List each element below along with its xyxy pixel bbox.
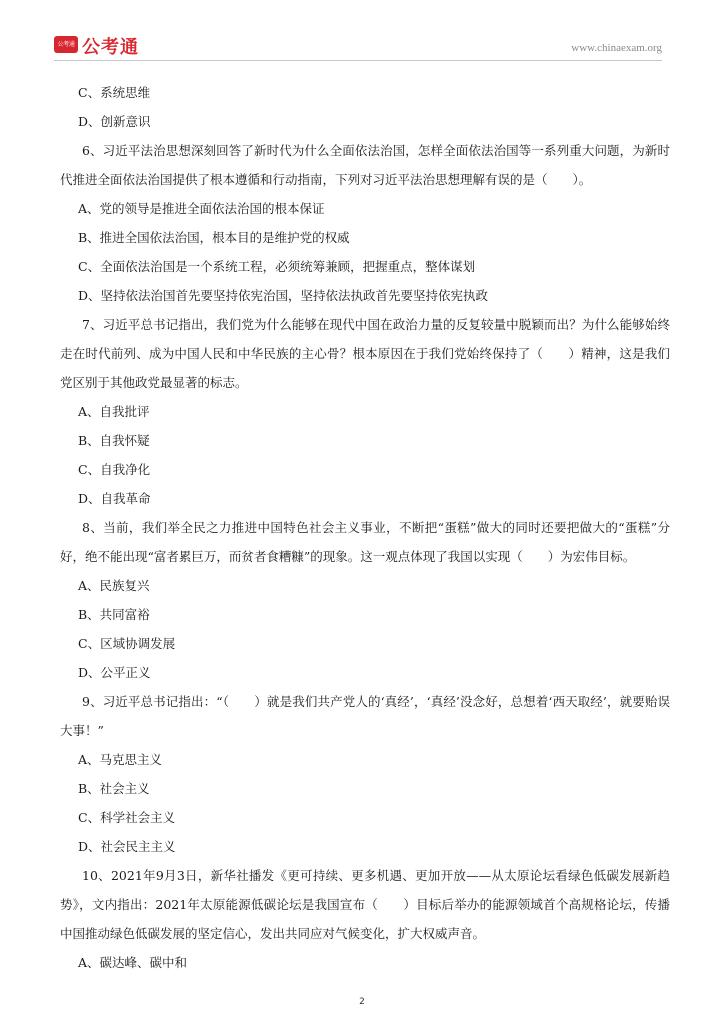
q6-option-b: B、推进全国依法治国，根本目的是维护党的权威	[78, 230, 350, 245]
q7-stem: 7、习近平总书记指出，我们党为什么能够在现代中国在政治力量的反复较量中脱颖而出？为什么能够始终走在时代前列、成为中国人民和中华民族的主心骨？根本原因在于我们党始终保持了（ ）精神，这是我们党区别于其他政党最显著的标志。	[60, 317, 670, 390]
q5-option-c: C、系统思维	[78, 85, 151, 100]
q6-option-c: C、全面依法治国是一个系统工程，必须统筹兼顾，把握重点，整体谋划	[78, 259, 476, 274]
q9-option-d: D、社会民主主义	[78, 839, 176, 854]
brand-name: 公考通	[82, 37, 139, 58]
q8-stem: 8、当前，我们举全民之力推进中国特色社会主义事业，不断把“蛋糕”做大的同时还要把做大的“蛋糕”分好，绝不能出现“富者累巨万，而贫者食糟糠”的现象。这一观点体现了我国以实现（ ）为宏伟目标。	[60, 520, 670, 564]
q8-option-c: C、区域协调发展	[78, 636, 176, 651]
q9-option-c: C、科学社会主义	[78, 810, 176, 825]
q7-option-b: B、自我怀疑	[78, 433, 150, 448]
header-divider	[54, 60, 662, 61]
document-body	[60, 78, 670, 977]
q5-option-d: D、创新意识	[78, 114, 151, 129]
q6-option-d: D、坚持依法治国首先要坚持依宪治国，坚持依法执政首先要坚持依宪执政	[78, 288, 489, 303]
q6-stem: 6、习近平法治思想深刻回答了新时代为什么全面依法治国，怎样全面依法治国等一系列重大问题，为新时代推进全面依法治国提供了根本遵循和行动指南，下列对习近平法治思想理解有误的是（ ）。	[60, 143, 670, 187]
q9-option-a: A、马克思主义	[78, 752, 163, 767]
q8-option-a: A、民族复兴	[78, 578, 150, 593]
q7-option-a: A、自我批评	[78, 404, 150, 419]
q9-option-b: B、社会主义	[78, 781, 150, 796]
q9-stem: 9、习近平总书记指出：“（ ）就是我们共产党人的‘真经’，‘真经’没念好，总想着‘西天取经’，就要贻误大事！”	[60, 694, 670, 738]
q7-option-c: C、自我净化	[78, 462, 151, 477]
site-url: www.chinaexam.org	[571, 42, 662, 54]
q8-option-b: B、共同富裕	[78, 607, 150, 622]
q10-option-a: A、碳达峰、碳中和	[78, 955, 188, 970]
q8-option-d: D、公平正义	[78, 665, 151, 680]
q6-option-a: A、党的领导是推进全面依法治国的根本保证	[78, 201, 325, 216]
page-header	[54, 30, 662, 60]
page-number: 2	[359, 997, 365, 1007]
q10-stem: 10、2021年9月3日，新华社播发《更可持续、更多机遇、更加开放——从太原论坛看绿色低碳发展新趋势》，文内指出：2021年太原能源低碳论坛是我国宣布（ ）目标后举办的能源领域首个高规格论坛，传播中国推动绿色低碳发展的坚定信心，发出共同应对气候变化，扩大权威声音。	[60, 868, 670, 941]
q7-option-d: D、自我革命	[78, 491, 151, 506]
logo-icon: 公考通	[54, 36, 78, 53]
